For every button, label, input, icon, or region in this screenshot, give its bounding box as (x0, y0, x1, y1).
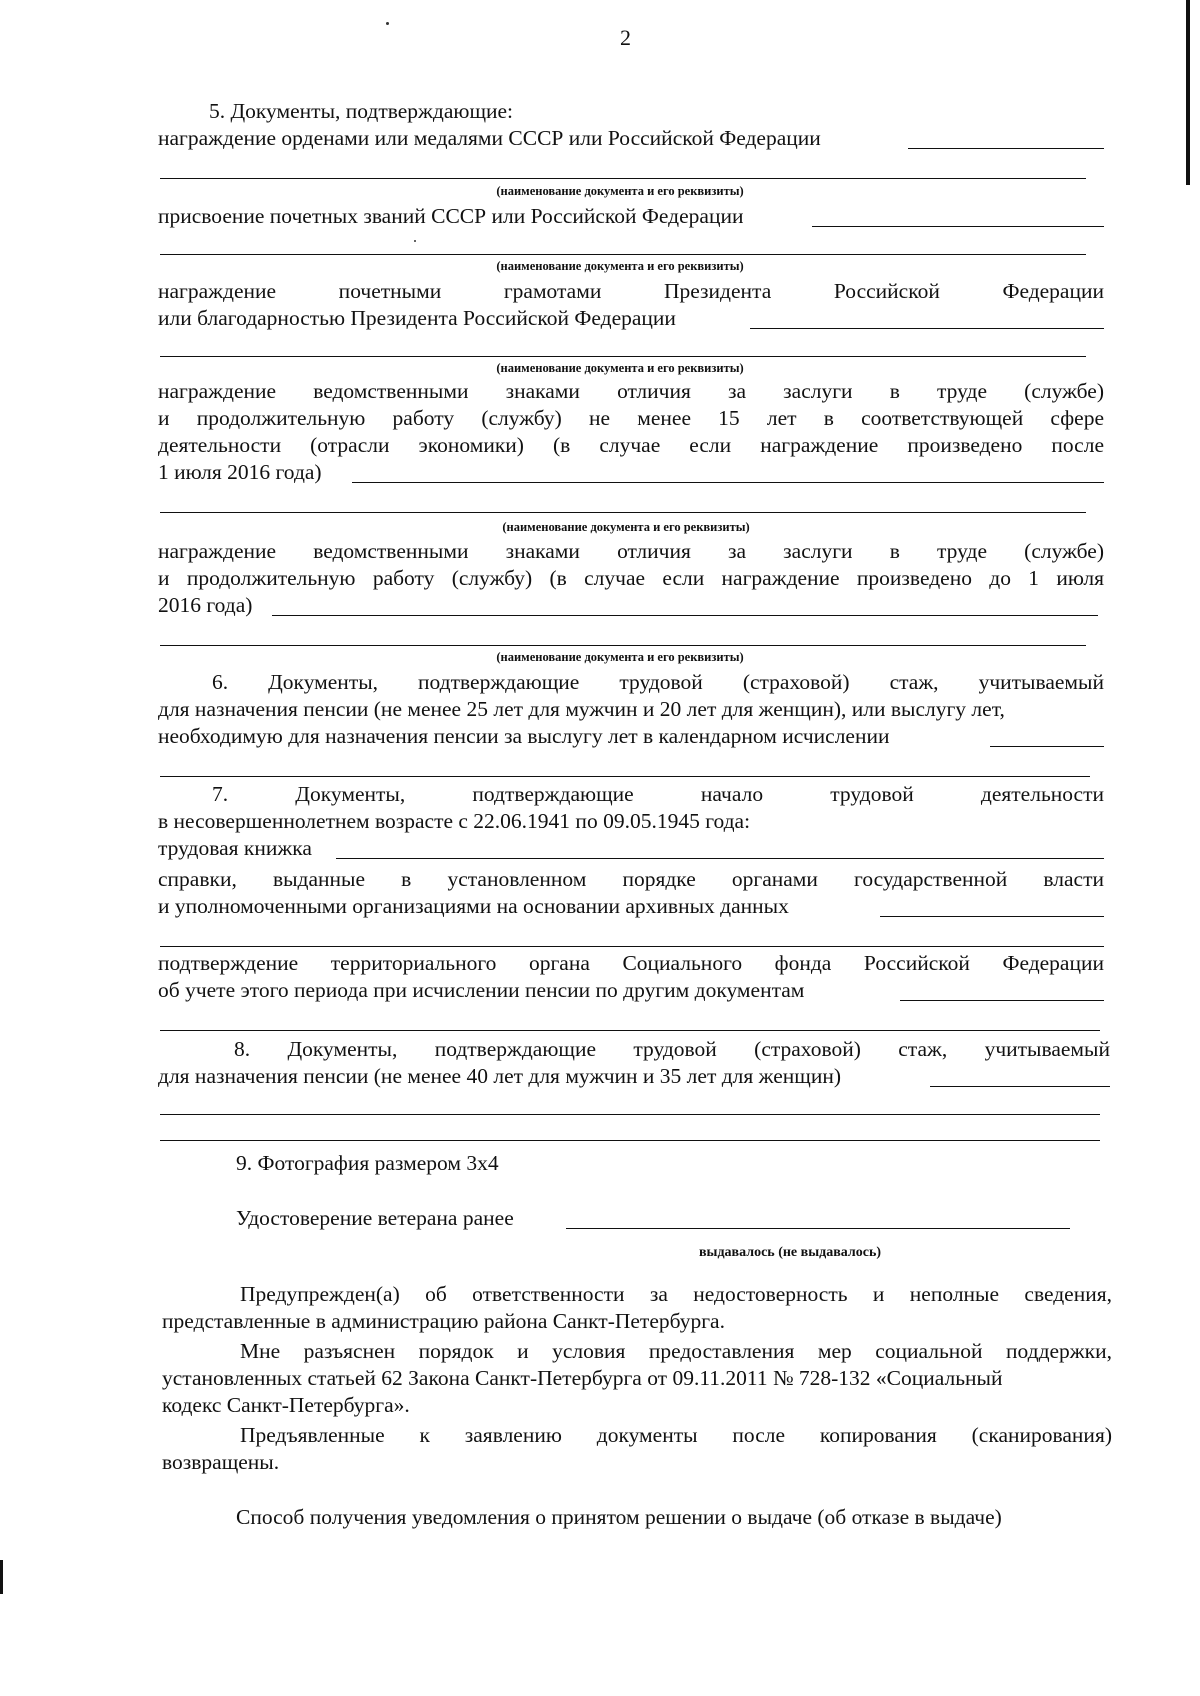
s5-diploma-blank-2[interactable] (160, 356, 1086, 357)
returned-line-2: возвращены. (162, 1450, 280, 1474)
s5-after2016-line-4: 1 июля 2016 года) (158, 460, 322, 484)
s5-orders-blank-2[interactable] (160, 178, 1086, 179)
page-number: 2 (620, 25, 631, 50)
s7-sfr-line-1: подтверждение территориального органа Социального фонда Российской Федерации (158, 951, 1104, 975)
s7-certs-blank[interactable] (880, 916, 1104, 917)
scan-edge-mark (0, 1560, 3, 1594)
section-7-line-2: в несовершеннолетнем возрасте с 22.06.1941 по 09.05.1945 года: (158, 809, 751, 833)
scan-speck (386, 22, 389, 25)
veteran-certificate-label: Удостоверение ветерана ранее (236, 1206, 514, 1230)
section-6-line-1: 6. Документы, подтверждающие трудовой (страховой) стаж, учитываемый (212, 670, 1104, 694)
s5-before2016-line-1: награждение ведомственными знаками отличия за заслуги в труде (службе) (158, 539, 1104, 563)
veteran-certificate-caption: выдавалось (не выдавалось) (698, 1245, 882, 1260)
section-7-line-1: 7. Документы, подтверждающие начало трудовой деятельности (212, 782, 1104, 806)
returned-line-1: Предъявленные к заявлению документы после копирования (сканирования) (240, 1423, 1112, 1447)
s7-sfr-line-2: об учете этого периода при исчислении пенсии по другим документам (158, 978, 805, 1002)
s5-diploma-blank[interactable] (750, 328, 1104, 329)
s8-blank-2[interactable] (160, 1114, 1100, 1115)
veteran-certificate-blank[interactable] (566, 1228, 1070, 1229)
s5-after2016-line-2: и продолжительную работу (службу) не менее 15 лет в соответствующей сфере (158, 406, 1104, 430)
s7-sfr-blank-2[interactable] (160, 1030, 1100, 1031)
s7-workbook-blank[interactable] (336, 858, 1104, 859)
s6-blank-2[interactable] (160, 776, 1090, 777)
warning-line-2: представленные в администрацию района Санкт-Петербурга. (162, 1309, 725, 1333)
section-5-heading: 5. Документы, подтверждающие: (209, 99, 514, 123)
s5-titles-blank-2[interactable] (160, 254, 1086, 255)
s5-before2016-line-3: 2016 года) (158, 593, 253, 617)
explain-line-2: установленных статьей 62 Закона Санкт-Петербурга от 09.11.2011 № 728-132 «Социальный (162, 1366, 1003, 1390)
s7-certs-line-2: и уполномоченными организациями на основании архивных данных (158, 894, 789, 918)
field-caption: (наименование документа и его реквизиты) (496, 184, 744, 198)
section-6-line-2: для назначения пенсии (не менее 25 лет для мужчин и 20 лет для женщин), или выслугу лет, (158, 697, 1005, 721)
field-caption: (наименование документа и его реквизиты) (496, 259, 744, 273)
s5-titles-label: присвоение почетных званий СССР или Российской Федерации (158, 204, 744, 228)
s5-after2016-blank[interactable] (352, 482, 1104, 483)
field-caption: (наименование документа и его реквизиты) (496, 361, 744, 375)
s6-blank[interactable] (990, 746, 1104, 747)
s5-before2016-line-2: и продолжительную работу (службу) (в случае если награждение произведено до 1 июля (158, 566, 1104, 590)
s5-titles-blank[interactable] (812, 226, 1104, 227)
s8-blank-3[interactable] (160, 1140, 1100, 1141)
s7-certs-blank-2[interactable] (160, 946, 1104, 947)
s5-diploma-line-1: награждение почетными грамотами Президента Российской Федерации (158, 279, 1104, 303)
explain-line-3: кодекс Санкт-Петербурга». (162, 1393, 410, 1417)
s7-certs-line-1: справки, выданные в установленном порядке органами государственной власти (158, 867, 1104, 891)
field-caption: (наименование документа и его реквизиты) (496, 650, 744, 664)
s5-diploma-line-2: или благодарностью Президента Российской Федерации (158, 306, 676, 330)
s5-before2016-blank[interactable] (272, 615, 1098, 616)
field-caption: (наименование документа и его реквизиты) (502, 520, 750, 534)
warning-line-1: Предупрежден(а) об ответственности за недостоверность и неполные сведения, (240, 1282, 1112, 1306)
s5-after2016-line-1: награждение ведомственными знаками отличия за заслуги в труде (службе) (158, 379, 1104, 403)
s5-before2016-blank-2[interactable] (160, 645, 1086, 646)
notification-method: Способ получения уведомления о принятом решении о выдаче (об отказе в выдаче) (236, 1505, 1002, 1529)
s7-sfr-blank[interactable] (900, 1000, 1104, 1001)
explain-line-1: Мне разъяснен порядок и условия предоставления мер социальной поддержки, (240, 1339, 1112, 1363)
section-8-line-2: для назначения пенсии (не менее 40 лет для мужчин и 35 лет для женщин) (158, 1064, 841, 1088)
scan-edge-mark (1186, 0, 1190, 185)
s5-orders-blank[interactable] (908, 148, 1104, 149)
section-6-line-3: необходимую для назначения пенсии за выслугу лет в календарном исчислении (158, 724, 890, 748)
section-9-photo: 9. Фотография размером 3х4 (236, 1151, 499, 1175)
s7-workbook-label: трудовая книжка (158, 836, 312, 860)
s5-after2016-blank-2[interactable] (160, 512, 1086, 513)
s5-after2016-line-3: деятельности (отрасли экономики) (в случае если награждение произведено после (158, 433, 1104, 457)
s8-blank[interactable] (930, 1086, 1110, 1087)
s5-orders-label: награждение орденами или медалями СССР или Российской Федерации (158, 126, 821, 150)
scan-speck (414, 240, 416, 242)
section-8-line-1: 8. Документы, подтверждающие трудовой (страховой) стаж, учитываемый (234, 1037, 1110, 1061)
